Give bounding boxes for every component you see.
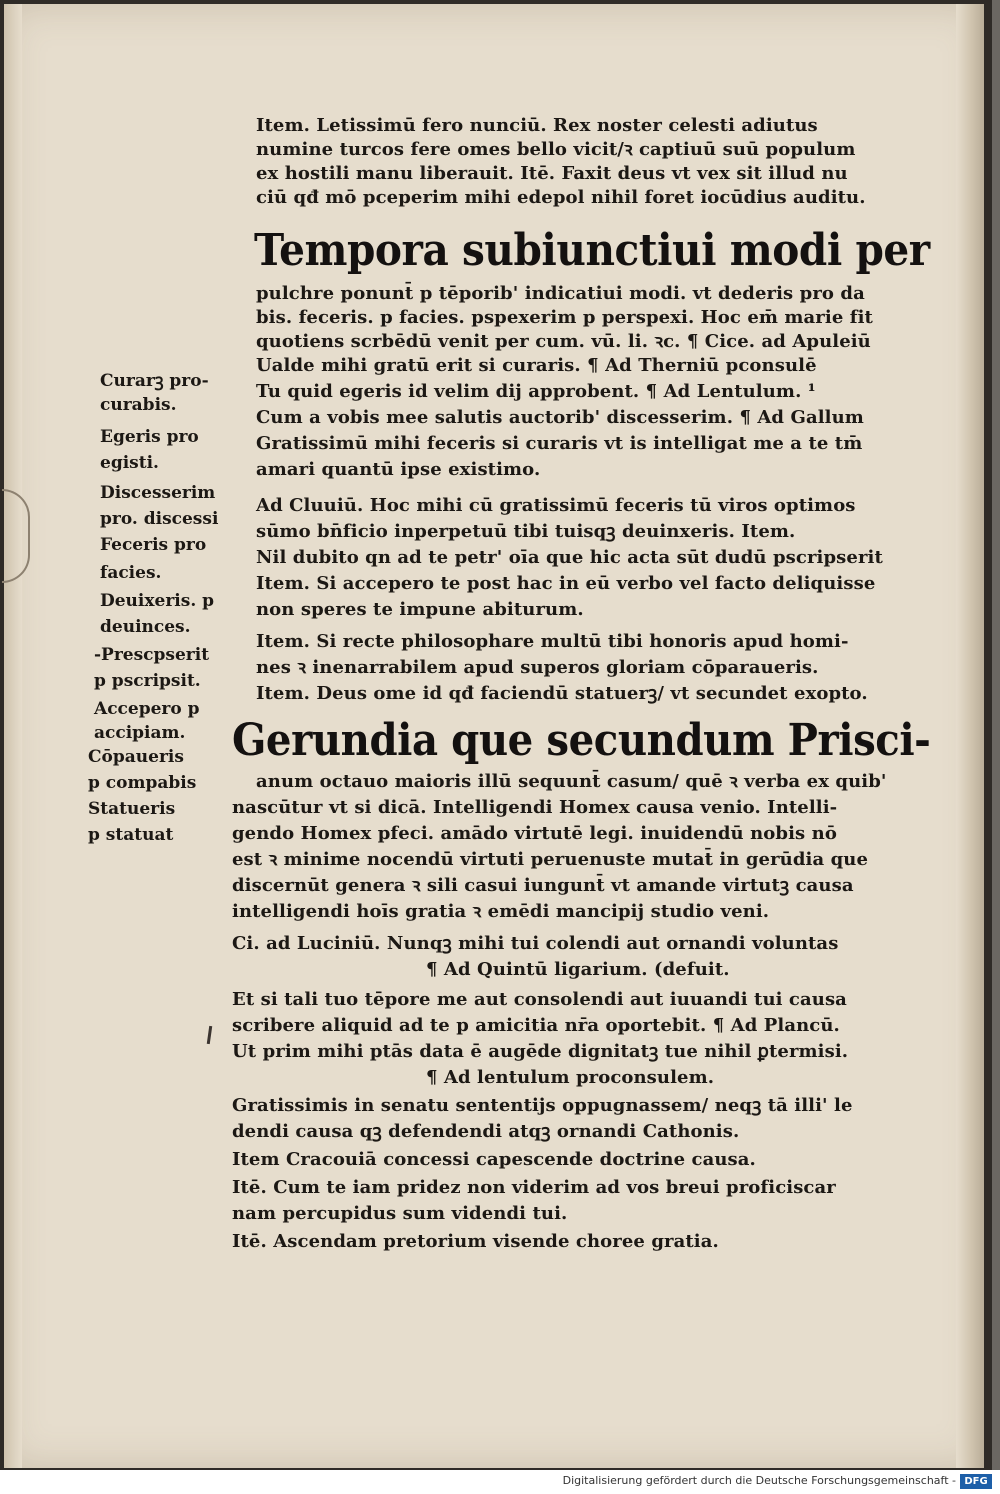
margin-note: Accepero p [94, 699, 200, 719]
text-line: Item. Deus ome id qđ faciendū statuerꝫ/ vt secundet exopto. [256, 683, 868, 704]
text-line: Item. Si accepero te post hac in eū verbo vel facto deliquisse [256, 573, 876, 594]
text-line: non speres te impune abiturum. [256, 599, 584, 620]
text-line: gendo Homex pfeci. amādo virtutē legi. inuidendū nobis nō [232, 823, 837, 844]
text-line: Ci. ad Luciniū. Nunqꝫ mihi tui colendi aut ornandi voluntas [232, 933, 839, 954]
margin-note: egisti. [100, 453, 159, 473]
text-line: bis. feceris. p facies. pspexerim p perspexi. Hoc em̄ marie fit [256, 307, 873, 328]
margin-note: Statueris [88, 799, 176, 819]
margin-note: facies. [100, 563, 162, 583]
text-line: discernūt genera ꝛ sili casui iungunt̄ vt amande virtutꝫ causa [232, 875, 854, 896]
text-line: amari quantū ipse existimo. [256, 459, 541, 480]
margin-note: Curarꝫ pro- [100, 371, 209, 391]
margin-note: p pscripsit. [94, 671, 201, 691]
text-line: sūmo bn̄ficio inperpetuū tibi tuisqꝫ deuinxeris. Item. [256, 521, 796, 542]
text-line: Cum a vobis mee salutis auctorib' discesserim. ¶ Ad Gallum [256, 407, 864, 428]
margin-note: Feceris pro [100, 535, 207, 555]
text-line: quotiens scrbēdū venit per cum. vū. li. ꝛc. ¶ Cice. ad Apuleiū [256, 331, 871, 352]
text-line: est ꝛ minime nocendū virtuti peruenuste mutat̄ in gerūdia que [232, 849, 869, 870]
text-line: Ualde mihi gratū erit si curaris. ¶ Ad Therniū pconsulē [256, 355, 817, 376]
section-heading: Tempora subiunctiui modi per [254, 225, 930, 276]
text-line: Itē. Ascendam pretorium visende choree gratia. [232, 1231, 719, 1252]
text-line: Itē. Cum te iam pridez non viderim ad vos breui proficiscar [232, 1177, 836, 1198]
text-line: dendi causa qꝫ defendendi atqꝫ ornandi Cathonis. [232, 1121, 740, 1142]
text-line: pulchre ponunt̄ p tēporib' indicatiui modi. vt dederis pro da [256, 283, 865, 304]
text-line: nes ꝛ inenarrabilem apud superos gloriam cōparaueris. [256, 657, 819, 678]
margin-note: p statuat [88, 825, 174, 845]
margin-note: Deuixeris. p [100, 591, 215, 611]
text-line: Tu quid egeris id velim dij approbent. ¶ Ad Lentulum. ¹ [256, 381, 816, 402]
text-line: intelligendi hoīs gratia ꝛ emēdi mancipij studio veni. [232, 901, 770, 922]
margin-note: curabis. [100, 395, 177, 415]
text-line: ¶ Ad Quintū ligarium. (defuit. [426, 959, 730, 980]
text-line: ciū qđ mō pceperim mihi edepol nihil foret iocūdius auditu. [256, 187, 866, 208]
text-line: Gratissimū mihi feceris si curaris vt is intelligat me a te tm̄ [256, 433, 863, 454]
margin-note: pro. discessi [100, 509, 219, 529]
text-line: Item. Letissimū fero nunciū. Rex noster celesti adiutus [256, 115, 818, 136]
section-heading: Gerundia que secundum Prisci- [232, 715, 931, 766]
page-curl-shadow [2, 489, 30, 583]
margin-note: accipiam. [94, 723, 186, 743]
text-line: anum octauo maioris illū sequunt̄ casum/ quē ꝛ verba ex quib' [256, 771, 887, 792]
text-line: numine turcos fere omes bello vicit/ꝛ captiuū suū populum [256, 139, 856, 160]
text-line: Nil dubito qn ad te petr' oīa que hic acta sūt dudū pscripserit [256, 547, 883, 568]
text-line: nascūtur vt si dicā. Intelligendi Homex causa venio. Intelli- [232, 797, 838, 818]
text-line: nam percupidus sum videndi tui. [232, 1203, 568, 1224]
footer-bar [0, 1470, 1000, 1494]
text-line: Et si tali tuo tēpore me aut consolendi aut iuuandi tui causa [232, 989, 847, 1010]
margin-note: -Prescpserit [94, 645, 210, 665]
text-line: Ut prim mihi ptās data ē augēde dignitatꝫ tue nihil ꝑtermisi. [232, 1041, 849, 1062]
page-gutter [956, 4, 984, 1468]
footer-credit: Digitalisierung gefördert durch die Deutsche Forschungsgemeinschaft - [562, 1474, 956, 1487]
margin-note: deuinces. [100, 617, 191, 637]
text-line: Gratissimis in senatu sententijs oppugnassem/ neqꝫ tā illi' le [232, 1095, 853, 1116]
margin-note: p compabis [88, 773, 197, 793]
margin-note: Cōpaueris [88, 747, 184, 767]
text-line: ¶ Ad lentulum proconsulem. [426, 1067, 715, 1088]
margin-note: Discesserim [100, 483, 216, 503]
text-line: Item Cracouiā concessi capescende doctrine causa. [232, 1149, 756, 1170]
dfg-logo: DFG [960, 1474, 992, 1489]
margin-note: Egeris pro [100, 427, 199, 447]
text-line: ex hostili manu liberauit. Itē. Faxit deus vt vex sit illud nu [256, 163, 848, 184]
text-line: Ad Cluuiū. Hoc mihi cū gratissimū feceris tū viros optimos [256, 495, 856, 516]
page-left-edge [4, 4, 22, 1468]
text-line: scribere aliquid ad te p amicitia nr̄a oportebit. ¶ Ad Plancū. [232, 1015, 840, 1036]
text-line: Item. Si recte philosophare multū tibi honoris apud homi- [256, 631, 849, 652]
